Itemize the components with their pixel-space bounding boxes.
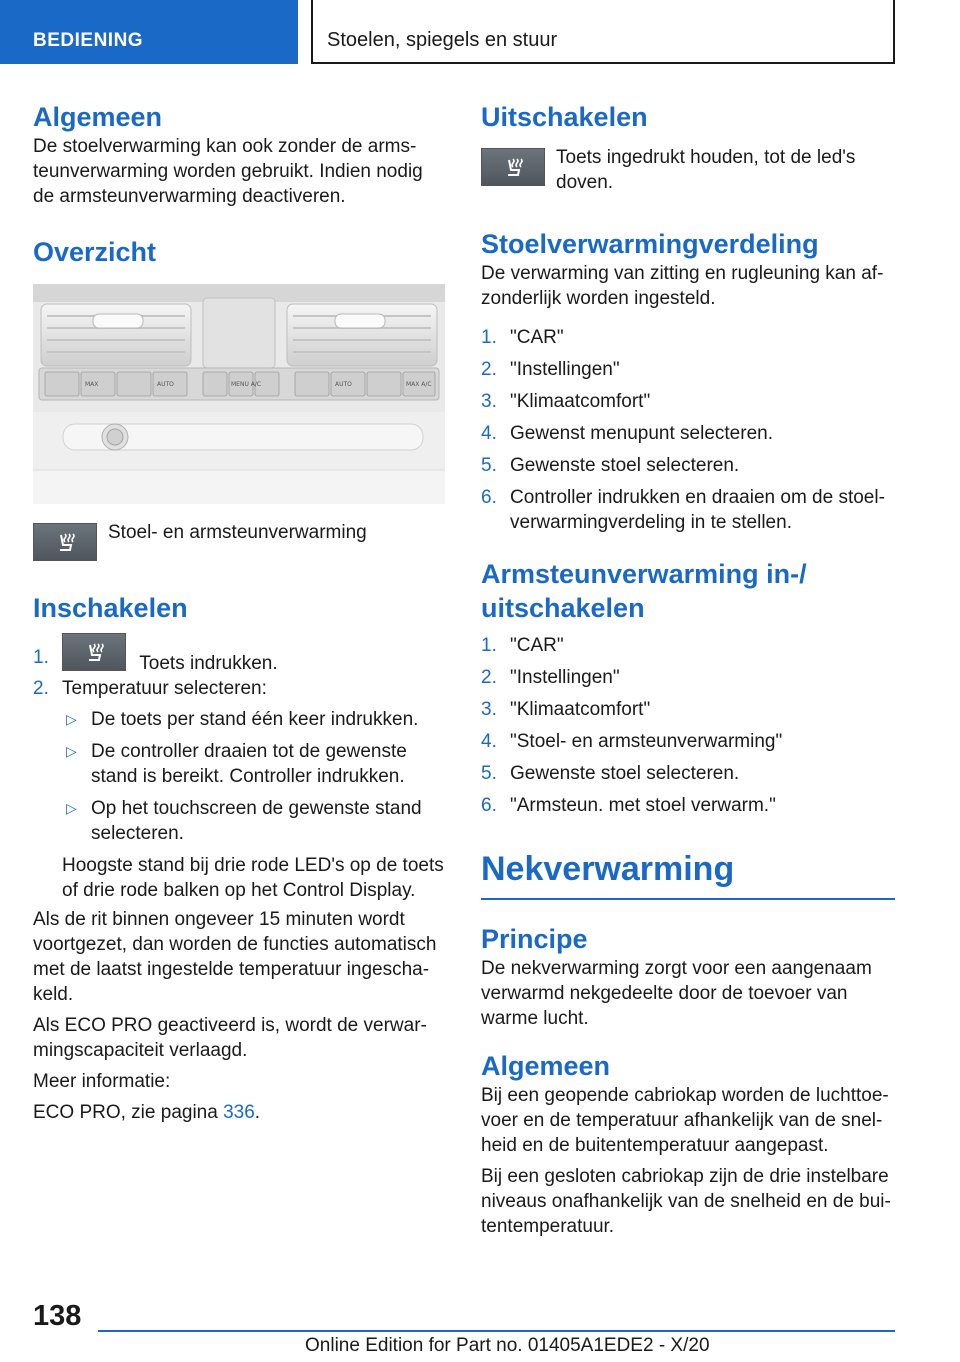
panel-label-max-ac: MAX A/C — [406, 381, 432, 388]
heading-armsteunverwarming: Armsteunverwarming in-/ uitschakelen — [481, 559, 807, 623]
step-number: 3. — [481, 391, 497, 412]
step-text: "Instellingen" — [510, 667, 620, 688]
page-number: 138 — [33, 1300, 82, 1332]
step-text: Temperatuur selecteren: — [62, 678, 267, 699]
bullet-text: De toets per stand één keer indrukken. — [91, 709, 419, 730]
list-item — [481, 761, 895, 786]
uitschakelen-icon-row — [481, 148, 895, 195]
list-item — [481, 485, 895, 535]
step-note: Hoogste stand bij drie rode LED's op de toets of drie rode balken op het Control Display. — [62, 855, 444, 901]
step-text: Controller indrukken en draaien om de stoelverwarmingverdeling in te stellen. — [510, 487, 885, 533]
inschakelen-steps — [33, 633, 445, 903]
step-number: 2. — [481, 359, 497, 380]
seat-heating-button-icon — [481, 148, 545, 186]
nek-algemeen-text-1: Bij een geopende cabriokap worden de luchttoevoer en de temperatuur afhankelijk van de snelheid en de buitentemperatuur aangepast. — [481, 1085, 889, 1156]
header-section-label: BEDIENING — [33, 30, 144, 51]
step-text: "Klimaatcomfort" — [510, 699, 651, 720]
climate-panel-image — [33, 284, 445, 504]
step-text: "Klimaatcomfort" — [510, 391, 651, 412]
temperature-options — [62, 707, 445, 846]
step-text: "Stoel- en armsteunverwarming" — [510, 731, 783, 752]
eco-pro-text: Als ECO PRO geactiveerd is, wordt de verwarmingscapaciteit verlaagd. — [33, 1015, 427, 1061]
bullet-triangle-icon: ▷ — [66, 711, 77, 727]
heading-nekverwarming: Nekverwarming — [481, 850, 735, 888]
seat-heating-button-icon — [33, 523, 97, 561]
bullet-text: De controller draaien tot de gewenste stand is bereikt. Controller indrukken. — [91, 741, 407, 787]
step-text: "Instellingen" — [510, 359, 620, 380]
list-item — [481, 357, 895, 382]
step-number: 2. — [33, 678, 49, 699]
nek-algemeen-text-2: Bij een gesloten cabriokap zijn de drie instelbare niveaus onafhankelijk van de snelheid en de buitentemperatuur. — [481, 1166, 891, 1237]
step-text: "CAR" — [510, 635, 564, 656]
step-number: 4. — [481, 731, 497, 752]
footer-edition: Online Edition for Part no. 01405A1EDE2 - X/20 — [305, 1335, 710, 1356]
page-link-336[interactable]: 336 — [223, 1102, 255, 1123]
step-number: 1. — [481, 327, 497, 348]
step-number: 1. — [33, 647, 49, 668]
overzicht-icon-caption: Stoel- en armsteunverwarming — [108, 522, 367, 543]
step-text: Gewenste stoel selecteren. — [510, 763, 740, 784]
heading-algemeen: Algemeen — [33, 102, 163, 132]
algemeen-text: De stoelverwarming kan ook zonder de armsteunverwarming worden gebruikt. Indien nodig de armsteunverwarming deactiveren. — [33, 136, 423, 207]
list-item — [481, 633, 895, 658]
more-info-label: Meer informatie: — [33, 1071, 171, 1092]
panel-label-max: MAX — [85, 381, 99, 388]
list-item — [481, 729, 895, 754]
verdeling-text: De verwarming van zitting en rugleuning kan afzonderlijk worden ingesteld. — [481, 263, 884, 309]
overzicht-icon-row — [33, 523, 445, 561]
list-item — [481, 325, 895, 350]
list-item — [481, 793, 895, 818]
reference-suffix: . — [254, 1102, 261, 1123]
principe-text: De nekverwarming zorgt voor een aangenaam verwarmd nekgedeelte door de toevoer van warme lucht. — [481, 958, 872, 1029]
bullet-triangle-icon: ▷ — [66, 743, 77, 759]
resume-text: Als de rit binnen ongeveer 15 minuten wordt voortgezet, dan worden de functies automatisch met de laatst ingestelde temperatuur ingeschakeld. — [33, 909, 437, 1005]
step-text: Gewenste stoel selecteren. — [510, 455, 740, 476]
heading-overzicht: Overzicht — [33, 237, 157, 267]
seat-heating-button-icon — [62, 633, 126, 671]
step-number: 5. — [481, 763, 497, 784]
uitschakelen-text: Toets ingedrukt houden, tot de led's doven. — [556, 147, 856, 193]
step-number: 4. — [481, 423, 497, 444]
reference-prefix: ECO PRO, zie pagina — [33, 1102, 224, 1123]
bullet-text: Op het touchscreen de gewenste stand selecteren. — [91, 798, 422, 844]
step-text: Gewenst menupunt selecteren. — [510, 423, 773, 444]
heading-algemeen-nek: Algemeen — [481, 1051, 611, 1081]
eco-pro-reference — [33, 1100, 445, 1125]
header-chapter-label: Stoelen, spiegels en stuur — [327, 29, 558, 51]
step-number: 6. — [481, 487, 497, 508]
panel-label-menu: MENU A/C — [231, 381, 262, 388]
list-item — [62, 739, 445, 789]
step-number: 2. — [481, 667, 497, 688]
list-item — [481, 697, 895, 722]
heading-inschakelen: Inschakelen — [33, 593, 188, 623]
list-item — [481, 665, 895, 690]
list-item — [481, 389, 895, 414]
list-item — [33, 676, 445, 903]
list-item — [33, 633, 445, 675]
header-section-tab — [0, 0, 298, 64]
step-number: 5. — [481, 455, 497, 476]
list-item — [62, 707, 445, 732]
heading-principe: Principe — [481, 924, 588, 954]
list-item — [481, 421, 895, 446]
step-number: 3. — [481, 699, 497, 720]
step-text: Toets indrukken. — [139, 653, 278, 675]
climate-panel-drawing — [33, 284, 445, 504]
heading-stoelverwarmingverdeling: Stoelverwarmingverdeling — [481, 229, 819, 259]
step-number: 6. — [481, 795, 497, 816]
verdeling-steps — [481, 325, 895, 535]
step-text: "CAR" — [510, 327, 564, 348]
section-divider — [481, 898, 895, 900]
step-text: "Armsteun. met stoel verwarm." — [510, 795, 776, 816]
list-item — [62, 796, 445, 846]
list-item — [481, 453, 895, 478]
panel-label-auto-left: AUTO — [157, 381, 174, 388]
bullet-triangle-icon: ▷ — [66, 800, 77, 816]
left-column — [33, 100, 445, 1125]
footer-divider — [98, 1330, 895, 1332]
armsteun-steps — [481, 633, 895, 818]
heading-uitschakelen: Uitschakelen — [481, 102, 648, 132]
header-chapter-box — [311, 0, 895, 64]
right-column — [481, 100, 895, 1239]
step-number: 1. — [481, 635, 497, 656]
panel-label-auto-right: AUTO — [335, 381, 352, 388]
